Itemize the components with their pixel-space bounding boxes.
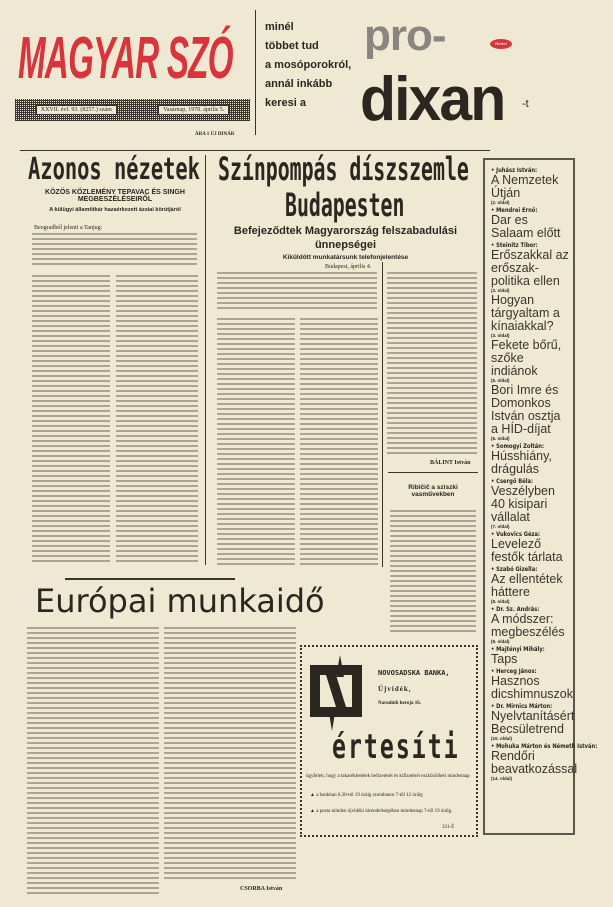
article-left-subheadline: KÖZÖS KÖZLEMÉNY TEPAVAC ÉS SINGH MEGBESZÉLÉSEIRŐL xyxy=(45,189,185,203)
contents-author: • Juhász István: xyxy=(491,166,553,174)
contents-item xyxy=(491,645,569,666)
bank-logo-icon xyxy=(308,655,364,731)
ad-line: minél xyxy=(265,21,294,33)
ad-brand-top: pro- xyxy=(364,11,446,60)
contents-author: • Szabó Gizella: xyxy=(491,565,553,573)
bank-address: Narodnih heroja 16. xyxy=(378,701,422,706)
article-center-lead-text xyxy=(217,272,377,312)
contents-author: • Dr. Sz. András: xyxy=(491,605,553,613)
contents-author: • Csergő Béla: xyxy=(491,477,553,485)
contents-author: • Mendrei Ernő: xyxy=(491,206,553,214)
contents-title: Hússhiány, drágulás xyxy=(491,449,552,476)
contents-item xyxy=(491,339,569,383)
contents-title: Az ellentétek háttere xyxy=(491,572,563,599)
contents-page: (5. oldal) xyxy=(491,378,510,383)
article-center-subheadline: Befejeződtek Magyarország felszabadulási xyxy=(233,225,458,237)
ad-line: annál inkább xyxy=(265,78,333,90)
contents-author: • Somogyi Zoltán: xyxy=(491,442,553,450)
contents-title: Veszélyben 40 kisipari vállalat xyxy=(491,484,555,524)
contents-page: (3. oldal) xyxy=(491,288,510,293)
contents-item xyxy=(491,294,569,338)
masthead-divider xyxy=(255,10,256,135)
contents-page: (2. oldal) xyxy=(491,200,510,205)
contents-item xyxy=(491,442,569,476)
article-bottom-column xyxy=(164,627,296,880)
contents-item xyxy=(491,241,569,293)
article-center-headline: Színpompás díszszemle xyxy=(218,150,469,188)
section-rule xyxy=(65,578,235,580)
article-left-dateline: Beogradból jelenti a Tanjug: xyxy=(34,225,103,231)
contents-item xyxy=(491,166,569,205)
article-box-text xyxy=(390,510,476,635)
contents-item xyxy=(491,384,569,441)
bank-ad-text: ügyfeleit, hogy a takarékbetétek befizetését és kifizetését eszközölheti mindennap xyxy=(306,774,470,779)
article-left-kicker: A külügyi államtitkár hazaérkezett ázsiai körútjáról xyxy=(49,207,181,213)
article-left-column xyxy=(32,275,110,565)
masthead-logo: MAGYAR SZÓ xyxy=(18,23,233,91)
contents-item xyxy=(491,605,569,644)
article-center-dateline: Budapest, április 4. xyxy=(325,264,372,270)
article-center-column xyxy=(217,318,295,566)
issue-number: XXVII. évf. 93. (8257.) szám xyxy=(36,105,117,115)
ad-line: keresi a xyxy=(265,97,306,109)
contents-title: Nyelvtanításért Becsületrend xyxy=(491,709,575,736)
article-left-headline: Azonos nézetek xyxy=(28,152,200,187)
contents-title: Hogyan tárgyaltam a kínaiakkal? xyxy=(491,293,560,333)
article-center-subheadline: ünnepségei xyxy=(314,239,377,251)
contents-title: Taps xyxy=(491,652,518,666)
contents-page: (3. oldal) xyxy=(491,333,510,338)
column-divider xyxy=(205,155,206,565)
contents-page: (10. oldal) xyxy=(491,736,513,741)
contents-page: (6. oldal) xyxy=(491,436,510,441)
contents-column xyxy=(483,158,598,835)
article-center-byline: BÁLINT István xyxy=(430,460,471,466)
contents-title: A Nemzetek Útján xyxy=(491,173,559,200)
bank-city: Újvidék, xyxy=(378,685,412,693)
contents-item xyxy=(491,206,569,240)
price: ÁRA 1 ÚJ DINÁR xyxy=(195,132,235,137)
contents-item xyxy=(491,565,569,604)
article-box-headline: Ribičič a sziszki vasművekben xyxy=(408,484,458,498)
article-left-column xyxy=(116,275,198,565)
ad-line: többet tud xyxy=(265,40,319,52)
henkel-badge: Henkel xyxy=(490,39,512,49)
contents-page: (14. oldal) xyxy=(491,776,513,781)
top-ad-text xyxy=(265,18,351,113)
bank-name: NOVOSADSKA BANKA, xyxy=(378,669,450,677)
masthead-info-bar xyxy=(15,99,250,121)
contents-author: • Mohuka Márton és Németh István: xyxy=(491,742,553,750)
contents-author: • Dr. Mirnics Márton: xyxy=(491,702,553,710)
article-center-headline: Budapesten xyxy=(285,186,405,224)
article-bottom-byline: CSORBA István xyxy=(240,886,283,892)
contents-title: A módszer: megbeszélés xyxy=(491,612,565,639)
ad-brand-bottom: dixan xyxy=(360,65,505,134)
ad-brand-suffix: -t xyxy=(522,98,529,110)
issue-date: Vasárnap, 1970. április 5. xyxy=(158,105,229,115)
contents-author: • Majtényi Mihály: xyxy=(491,645,553,653)
contents-item xyxy=(491,742,598,781)
article-bottom-column xyxy=(27,627,159,895)
contents-page: (9. oldal) xyxy=(491,639,510,644)
article-center-column xyxy=(300,318,378,566)
article-center-kicker: Kiküldött munkatársunk telefonjelentése xyxy=(282,254,409,261)
contents-title: Rendőri beavatkozással xyxy=(491,749,578,776)
bank-ad-headline: értesíti xyxy=(332,727,460,767)
contents-author: • Vukovics Géza: xyxy=(491,530,553,538)
bank-ad-code: 331-Ž xyxy=(442,825,455,830)
contents-title: Erőszakkal az erőszak-politika ellen xyxy=(491,248,569,288)
bank-ad-bullet: ▲ a bankban 6,30-tól 19 óráig szombaton 7-től 12 óráig xyxy=(310,793,423,798)
contents-title: Fekete bőrű, szőke indiánok xyxy=(491,338,562,378)
contents-title: Bori Imre és Domonkos István osztja a HÍD-díjat xyxy=(491,383,561,436)
contents-title: Hasznos dicshimnuszok xyxy=(491,674,573,701)
bank-advertisement xyxy=(300,645,478,837)
contents-page: (7. oldal) xyxy=(491,524,510,529)
article-bottom-headline: Európai munkaidő xyxy=(35,582,325,620)
bullet-text: a posta minden újvidéki kirendeltségében mindennap 7-től 19 óráig. xyxy=(316,809,453,814)
article-center-column xyxy=(387,272,477,454)
contents-author: • Herceg János: xyxy=(491,667,553,675)
contents-item xyxy=(491,667,573,701)
contents-item xyxy=(491,530,569,564)
contents-author: • Steinitz Tibor: xyxy=(491,241,553,249)
contents-page: (8. oldal) xyxy=(491,599,510,604)
bank-ad-bullet: ▲ a posta minden újvidéki kirendeltségében mindennap 7-től 19 óráig. xyxy=(310,809,453,814)
contents-title: Dar es Salaam előtt xyxy=(491,213,561,240)
box-rule xyxy=(388,472,478,473)
ad-line: a mosóporokról, xyxy=(265,59,352,71)
contents-item xyxy=(491,477,569,529)
column-divider xyxy=(382,262,383,567)
article-left-lead-text xyxy=(32,233,197,268)
contents-item xyxy=(491,702,575,741)
bullet-text: a bankban 6,30-tól 19 óráig szombaton 7-től 12 óráig xyxy=(316,793,423,798)
contents-title: Levelező festők tárlata xyxy=(491,537,563,564)
